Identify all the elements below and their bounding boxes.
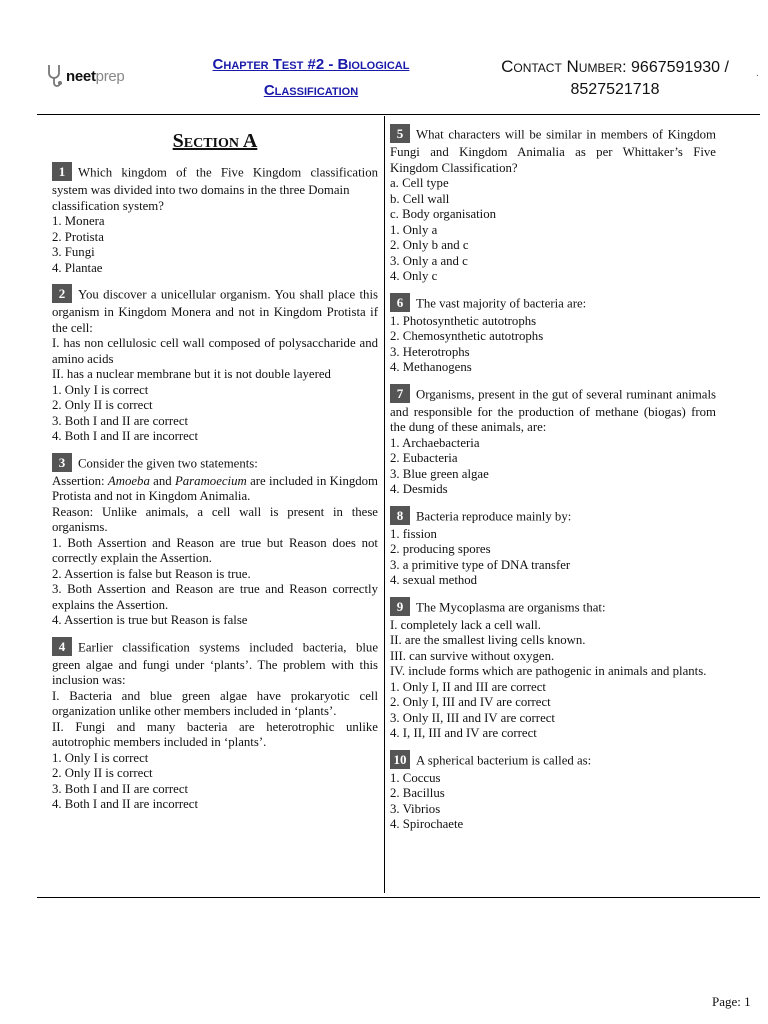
question-text: classification system? [52,198,164,213]
option[interactable]: 2. Assertion is false but Reason is true. [52,566,251,581]
option[interactable]: 2. Only b and c [390,238,469,252]
option[interactable]: 1. Archaebacteria [390,435,480,450]
contact-line-2: 8527521718 [570,81,660,98]
option[interactable]: 3. Both I and II are correct [52,781,189,796]
page-number: Page: 1 [712,994,751,1009]
option[interactable]: 4. Methanogens [390,360,472,374]
question-number: 3 [52,453,72,472]
option[interactable]: 2. Only II is correct [52,398,153,412]
statement: I. has non cellulosic cell wall composed of polysaccharide and amino acids [52,336,378,366]
contact-line-1: : 9667591930 / [622,59,729,76]
assertion: Assertion: Amoeba and Paramoecium are included in Kingdom Protista and not in Kingdom Animalia. [52,473,378,503]
option[interactable]: 3. Blue green algae [390,466,489,481]
statement: IV. include forms which are pathogenic in animals and plants. [390,664,707,678]
question-text: The vast majority of bacteria are: [416,295,587,310]
option[interactable]: 1. Only a [390,222,438,237]
option[interactable]: 1. Only I, II and III are correct [390,679,546,694]
statement: II. Fungi and many bacteria are heterotrophic unlike autotrophic members included in ‘plants’. [52,719,378,749]
option[interactable]: 1. Only I is correct [52,382,149,397]
option[interactable]: 4. Assertion is true but Reason is false [52,613,248,627]
option[interactable]: 4. I, II, III and IV are correct [390,726,537,740]
option[interactable]: 1. Photosynthetic autotrophs [390,313,537,328]
question-text: Earlier classification systems included bacteria, blue green algae and fungi under ‘plants’. The problem with this inclusion was: [52,639,378,687]
right-column [390,126,716,843]
statement: I. completely lack a cell wall. [390,617,542,632]
question-text: Consider the given two statements: [78,455,258,470]
neetprep-logo [44,62,124,90]
question-text: What characters will be similar in members of Kingdom Fungi and Kingdom Animalia as per Whittaker’s Five Kingdom Classification? [390,127,716,175]
column-divider [384,116,385,893]
question-4 [52,639,378,813]
top-divider [37,114,760,115]
option[interactable]: 2. producing spores [390,542,491,556]
option[interactable]: 4. Both I and II are incorrect [52,429,199,443]
stethoscope-icon [44,63,64,89]
statement: b. Cell wall [390,191,450,206]
question-number: 9 [390,597,410,616]
option[interactable]: 1. fission [390,526,437,541]
bottom-divider [37,897,760,898]
reason: Reason: Unlike animals, a cell wall is present in these organisms. [52,504,378,534]
option[interactable]: 4. Desmids [390,482,448,496]
option[interactable]: 2. Protista [52,229,104,244]
question-number: 6 [390,293,410,312]
question-text: Bacteria reproduce mainly by: [416,508,572,523]
question-text: The Mycoplasma are organisms that: [416,599,606,614]
contact-number [470,56,760,101]
question-number: 2 [52,284,72,303]
page-title [152,52,470,104]
title-line-2: Classification [263,82,359,99]
option[interactable]: 3. Only a and c [390,253,468,268]
option[interactable]: 3. Vibrios [390,801,441,816]
option[interactable]: 2. Only I, III and IV are correct [390,695,551,709]
question-number: 1 [52,162,72,181]
question-5 [390,126,716,285]
statement: I. Bacteria and blue green algae have prokaryotic cell organization unlike other members included in ‘plants’. [52,688,378,718]
statement: II. are the smallest living cells known. [390,633,586,647]
option[interactable]: 1. Coccus [390,770,441,785]
option[interactable]: 3. Heterotrophs [390,344,470,359]
statement: c. Body organisation [390,207,497,221]
contact-label: Contact Number [501,57,623,76]
question-3 [52,455,378,629]
question-6 [390,295,716,376]
section-title: Section A [172,130,258,152]
option[interactable]: 3. Only II, III and IV are correct [390,710,555,725]
question-9 [390,599,716,742]
option[interactable]: 2. Eubacteria [390,451,458,465]
question-8 [390,508,716,589]
option[interactable]: 3. Both Assertion and Reason are true and Reason correctly explains the Assertion. [52,582,378,612]
option[interactable]: 1. Only I is correct [52,750,149,765]
option[interactable]: 2. Chemosynthetic autotrophs [390,329,544,343]
statement: III. can survive without oxygen. [390,648,555,663]
option[interactable]: 4. Both I and II are incorrect [52,797,199,811]
question-number: 4 [52,637,72,656]
question-number: 10 [390,750,410,769]
question-text: Which kingdom of the Five Kingdom classification system was divided into two domains in the three Domain [52,165,378,197]
option[interactable]: 3. Fungi [52,245,95,259]
option[interactable]: 1. Monera [52,214,105,228]
option[interactable]: 2. Only II is correct [52,766,153,780]
option[interactable]: 2. Bacillus [390,786,445,800]
question-number: 7 [390,384,410,403]
left-column [52,128,378,823]
option[interactable]: 4. Only c [390,269,438,283]
option[interactable]: 3. a primitive type of DNA transfer [390,557,571,572]
title-line-1: Chapter Test #2 - Biological [212,56,410,73]
question-number: 5 [390,124,410,143]
question-text: A spherical bacterium is called as: [416,752,592,767]
logo-text: neetprep [66,67,125,85]
question-10 [390,752,716,833]
question-text: Organisms, present in the gut of several ruminant animals and responsible for the production of methane (biogas) from the dung of these animals, are: [390,386,716,434]
option[interactable]: 1. Both Assertion and Reason are true but Reason does not correctly explain the Assertion. [52,535,378,565]
option[interactable]: 3. Both I and II are correct [52,413,189,428]
question-2 [52,286,378,445]
question-text: You discover a unicellular organism. You shall place this organism in Kingdom Monera and not in Kingdom Protista if the cell: [52,287,378,335]
question-number: 8 [390,506,410,525]
question-7 [390,386,716,498]
statement: a. Cell type [390,176,449,190]
question-1 [52,164,378,276]
option[interactable]: 4. sexual method [390,573,478,587]
contact-dot: . [756,68,759,79]
option[interactable]: 4. Spirochaete [390,817,464,831]
option[interactable]: 4. Plantae [52,260,103,275]
statement: II. has a nuclear membrane but it is not double layered [52,367,331,381]
